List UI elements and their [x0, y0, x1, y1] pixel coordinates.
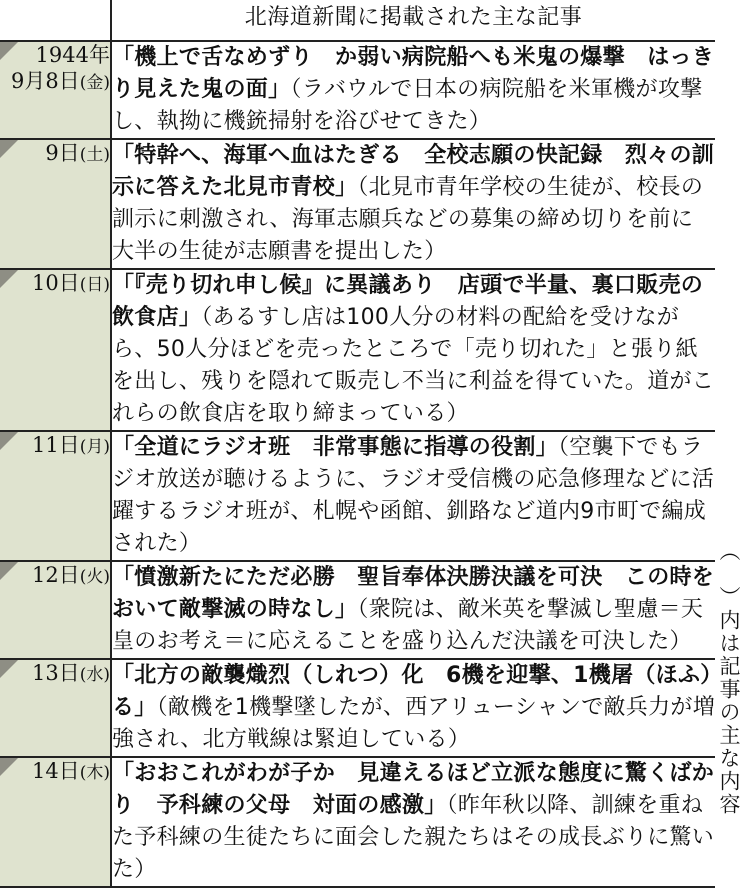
date-day-text: 10日: [32, 271, 80, 295]
article-summary: （空襲下でもラジオ放送が聴けるように、ラジオ受信機の応急修理などに活躍するラジオ班が、札幌や函館、釧路など道内9市町で編成された）: [112, 435, 715, 556]
date-cell: [0, 431, 111, 561]
side-note: （ ）内は記事の主な内容: [717, 540, 741, 816]
day-of-week: (火): [79, 567, 110, 587]
date-day-text: 9月8日: [11, 69, 80, 93]
date-day: [0, 68, 110, 96]
header-blank-cell: [0, 0, 111, 41]
corner-marker: [0, 432, 18, 450]
article-cell: [111, 269, 715, 431]
article-summary: （昨年秋以降、訓練を重ねた予科練の生徒たちに面会した親たちはその成長ぶりに驚いた）: [112, 793, 715, 882]
corner-marker: [0, 562, 18, 580]
day-of-week: (金): [79, 73, 110, 93]
article-summary: （ラバウルで日本の病院船を米軍機が攻撃し、執拗に機銃掃射を浴びせてきた）: [112, 77, 703, 134]
date-cell: [0, 659, 111, 757]
article-summary: （あるすし店は100人分の材料の配給を受けながら、50人分ほどを売ったところで「売り切れた」と張り紙を出し、残りを隠れて販売し不当に利益を得ていた。道がこれらの飲食店を取り締まっている）: [112, 305, 715, 426]
day-of-week: (水): [79, 665, 110, 685]
date-cell: [0, 269, 111, 431]
article-summary: （衆院は、敵米英を撃滅し聖慮＝天皇のお考え＝に応えることを盛り込んだ決議を可決した）: [112, 597, 704, 654]
table-row: [0, 757, 715, 887]
date-day-text: 12日: [32, 563, 80, 587]
table-row: [0, 41, 715, 139]
article-summary: （北見市青年学校の生徒が、校長の訓示に刺激され、海軍志願兵などの募集の締め切りを前に大半の生徒が志願書を提出した）: [112, 175, 704, 264]
day-of-week: (土): [79, 145, 110, 165]
article-headline: 「全道にラジオ班 非常事態に指導の役割」: [112, 435, 559, 460]
article-cell: [111, 757, 715, 887]
day-of-week: (日): [79, 275, 110, 295]
date-cell: [0, 561, 111, 659]
date-cell: [0, 139, 111, 269]
article-headline: 「『売り切れ申し候』に異議あり 店頭で半量、裏口販売の飲食店」: [112, 273, 704, 330]
table-row: [0, 269, 715, 431]
table-header-row: [0, 0, 715, 41]
article-cell: [111, 139, 715, 269]
date-day-text: 9日: [45, 141, 80, 165]
article-headline: 「北方の敵襲熾烈（しれつ）化 6機を迎撃、1機屠（ほふ）る」: [112, 663, 712, 720]
article-cell: [111, 659, 715, 757]
date-cell: [0, 41, 111, 139]
table-row: [0, 431, 715, 561]
article-headline: 「機上で舌なめずり か弱い病院船へも米鬼の爆撃 はっきり見えた鬼の面」: [112, 45, 715, 102]
day-of-week: (月): [79, 437, 110, 457]
day-of-week: (木): [79, 763, 110, 783]
article-headline: 「特幹へ、海軍へ血はたぎる 全校志願の快記録 烈々の訓示に答えた北見市青校」: [112, 143, 715, 200]
article-headline: 「憤激新たにただ必勝 聖旨奉体決勝決議を可決 この時をおいて敵撃滅の時なし」: [112, 565, 715, 622]
article-headline: 「おおこれがわが子か 見違えるほど立派な態度に驚くばかり 予科練の父母 対面の感激」: [112, 761, 715, 818]
corner-marker: [0, 42, 18, 60]
table-title: 北海道新聞に掲載された主な記事: [111, 0, 715, 41]
date-day-text: 13日: [32, 661, 80, 685]
table-row: [0, 139, 715, 269]
table-row: [0, 561, 715, 659]
article-cell: [111, 41, 715, 139]
corner-marker: [0, 270, 18, 288]
date-cell: [0, 757, 111, 887]
date-year: 1944年: [35, 43, 110, 67]
article-cell: [111, 561, 715, 659]
corner-marker: [0, 660, 18, 678]
table-row: [0, 659, 715, 757]
date-day-text: 14日: [32, 759, 80, 783]
date-day-text: 11日: [32, 433, 80, 457]
article-cell: [111, 431, 715, 561]
corner-marker: [0, 140, 18, 158]
corner-marker: [0, 758, 18, 776]
article-summary: （敵機を1機撃墜したが、西アリューシャンで敵兵力が増強され、北方戦線は緊迫している）: [112, 695, 715, 752]
